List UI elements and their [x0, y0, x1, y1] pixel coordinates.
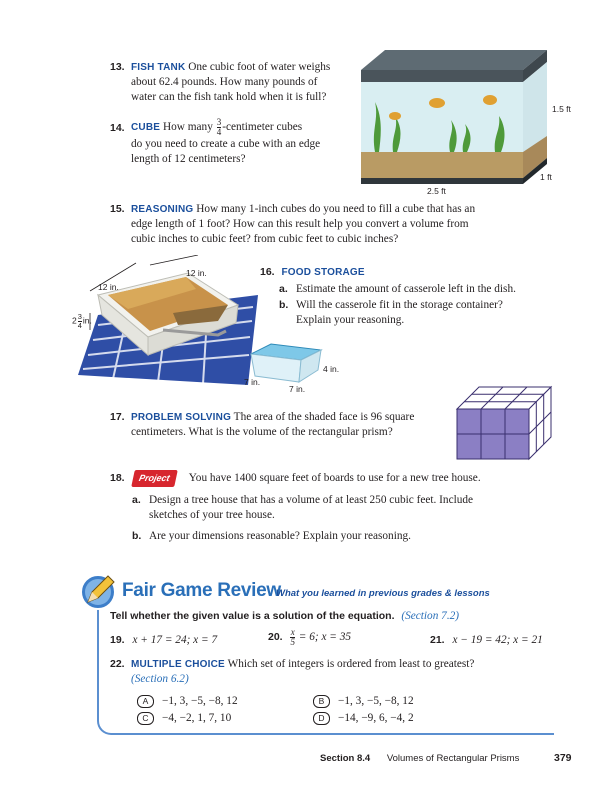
- instruction-text: Tell whether the given value is a solution of the equation.: [110, 610, 395, 622]
- problem-keyword: PROBLEM SOLVING: [131, 412, 232, 423]
- problem-18: [110, 470, 560, 544]
- casserole-figure: [68, 255, 268, 395]
- problem-text: centimeters. What is the volume of the rectangular prism?: [131, 426, 393, 438]
- tank-height-label: 1.5 ft: [552, 104, 571, 114]
- problem-text: length of 12 centimeters?: [131, 153, 246, 165]
- problem-number: 13.: [110, 61, 125, 73]
- choice-text: −1, 3, −5, −8, 12: [162, 695, 238, 707]
- choice-text: −4, −2, 1, 7, 10: [162, 712, 232, 724]
- problem-keyword: FISH TANK: [131, 62, 186, 73]
- tank-length-label: 2.5 ft: [427, 186, 446, 196]
- problem-text: How many 1-inch cubes do you need to fill a cube that has an: [196, 203, 476, 215]
- problem-keyword: FOOD STORAGE: [281, 267, 365, 278]
- equation: x + 17 = 24; x = 7: [132, 634, 218, 646]
- choice-letter: A: [137, 695, 154, 708]
- fish-tank-figure: [355, 40, 555, 190]
- problem-text: -centimeter cubes: [222, 121, 303, 134]
- part-text: Are your dimensions reasonable? Explain your reasoning.: [149, 530, 411, 542]
- problem-text: about 62.4 pounds. How many pounds of: [131, 76, 318, 88]
- choice-b[interactable]: [313, 694, 414, 709]
- tank-width-label: 1 ft: [540, 172, 552, 182]
- fraction: $\frac{x}{5}$: [290, 627, 295, 647]
- problem-20: [268, 628, 351, 647]
- container-height-label: 4 in.: [323, 364, 340, 374]
- container-depth-label: 7 in.: [289, 384, 306, 394]
- tank-base: [361, 178, 523, 184]
- problem-19: [110, 633, 217, 648]
- review-instruction: [110, 609, 550, 624]
- review-subtitle: What you learned in previous grades & lessons: [276, 588, 490, 599]
- problem-14: [110, 118, 360, 167]
- equation: = 6; x = 35: [298, 631, 352, 644]
- problem-16: [260, 265, 560, 328]
- problem-number: 22.: [110, 658, 125, 670]
- section-reference: (Section 7.2): [401, 610, 460, 622]
- part-text: Will the casserole fit in the storage container?: [296, 299, 503, 311]
- problem-text: You have 1400 square feet of boards to use for a new tree house.: [188, 472, 481, 484]
- problem-22: [110, 657, 550, 687]
- page-footer: [320, 752, 572, 764]
- problem-text: edge length of 1 foot? How can this result help you convert a volume from: [131, 218, 469, 230]
- problem-number: 21.: [430, 634, 445, 646]
- part-label: a.: [279, 283, 288, 295]
- problem-number: 17.: [110, 411, 125, 423]
- problem-text: One cubic foot of water weighs: [188, 61, 331, 73]
- problem-17: [110, 410, 450, 440]
- problem-text: cubic inches to cubic feet? from cubic feet to cubic inches?: [131, 233, 399, 245]
- fraction: $\frac{3}{4}$: [216, 117, 222, 137]
- part-label: a.: [132, 494, 141, 506]
- part-label: b.: [279, 299, 289, 311]
- problem-text: do you need to create a cube with an edge: [131, 138, 321, 150]
- part-text: sketches of your tree house.: [149, 509, 275, 521]
- problem-keyword: CUBE: [131, 122, 161, 134]
- part-text: Estimate the amount of casserole left in the dish.: [296, 283, 516, 295]
- problem-text: How many: [162, 121, 213, 134]
- section-reference: (Section 6.2): [131, 673, 189, 685]
- choice-letter: B: [313, 695, 330, 708]
- problem-text: water can the fish tank hold when it is full?: [131, 91, 327, 103]
- part-label: b.: [132, 530, 142, 542]
- equation: x − 19 = 42; x = 21: [452, 634, 543, 646]
- choice-text: −14, −9, 6, −4, 2: [338, 712, 414, 724]
- problem-number: 16.: [260, 266, 275, 278]
- problem-number: 14.: [110, 122, 125, 134]
- project-badge: Project: [132, 470, 178, 487]
- part-text: Design a tree house that has a volume of at least 250 cubic feet. Include: [149, 494, 474, 506]
- part-text: Explain your reasoning.: [296, 314, 405, 326]
- choice-a[interactable]: [137, 694, 238, 709]
- problem-13: [110, 60, 360, 105]
- casserole-height-label: 2 $\frac{3}{4}$ in.: [72, 312, 92, 330]
- page-number: 379: [553, 752, 572, 764]
- problem-15: [110, 202, 550, 247]
- pencil-icon: [78, 570, 120, 612]
- problem-number: 18.: [110, 472, 125, 484]
- choice-letter: C: [137, 712, 154, 725]
- problem-keyword: MULTIPLE CHOICE: [131, 659, 225, 670]
- problem-number: 20.: [268, 631, 283, 644]
- problem-text: Which set of integers is ordered from least to greatest?: [227, 658, 475, 670]
- problem-keyword: REASONING: [131, 204, 194, 215]
- problem-21: [430, 633, 543, 648]
- footer-section: Section 8.4: [320, 753, 371, 764]
- casserole-width-label: 12 in.: [98, 282, 119, 292]
- choice-d[interactable]: [313, 711, 414, 726]
- footer-title: Volumes of Rectangular Prisms: [386, 753, 520, 764]
- tank-gravel: [361, 152, 523, 178]
- problem-text: The area of the shaded face is 96 square: [233, 411, 415, 423]
- problem-number: 19.: [110, 634, 125, 646]
- choice-c[interactable]: [137, 711, 231, 726]
- choice-letter: D: [313, 712, 330, 725]
- tank-lid-top: [361, 50, 547, 70]
- problem-number: 15.: [110, 203, 125, 215]
- review-title: Fair Game Review: [122, 580, 281, 601]
- casserole-length-label: 12 in.: [186, 268, 207, 278]
- choice-text: −1, 3, −5, −8, 12: [338, 695, 414, 707]
- rectangular-prism-figure: [455, 385, 555, 465]
- tank-lid-front: [361, 70, 523, 82]
- container-width-label: 7 in.: [244, 377, 261, 387]
